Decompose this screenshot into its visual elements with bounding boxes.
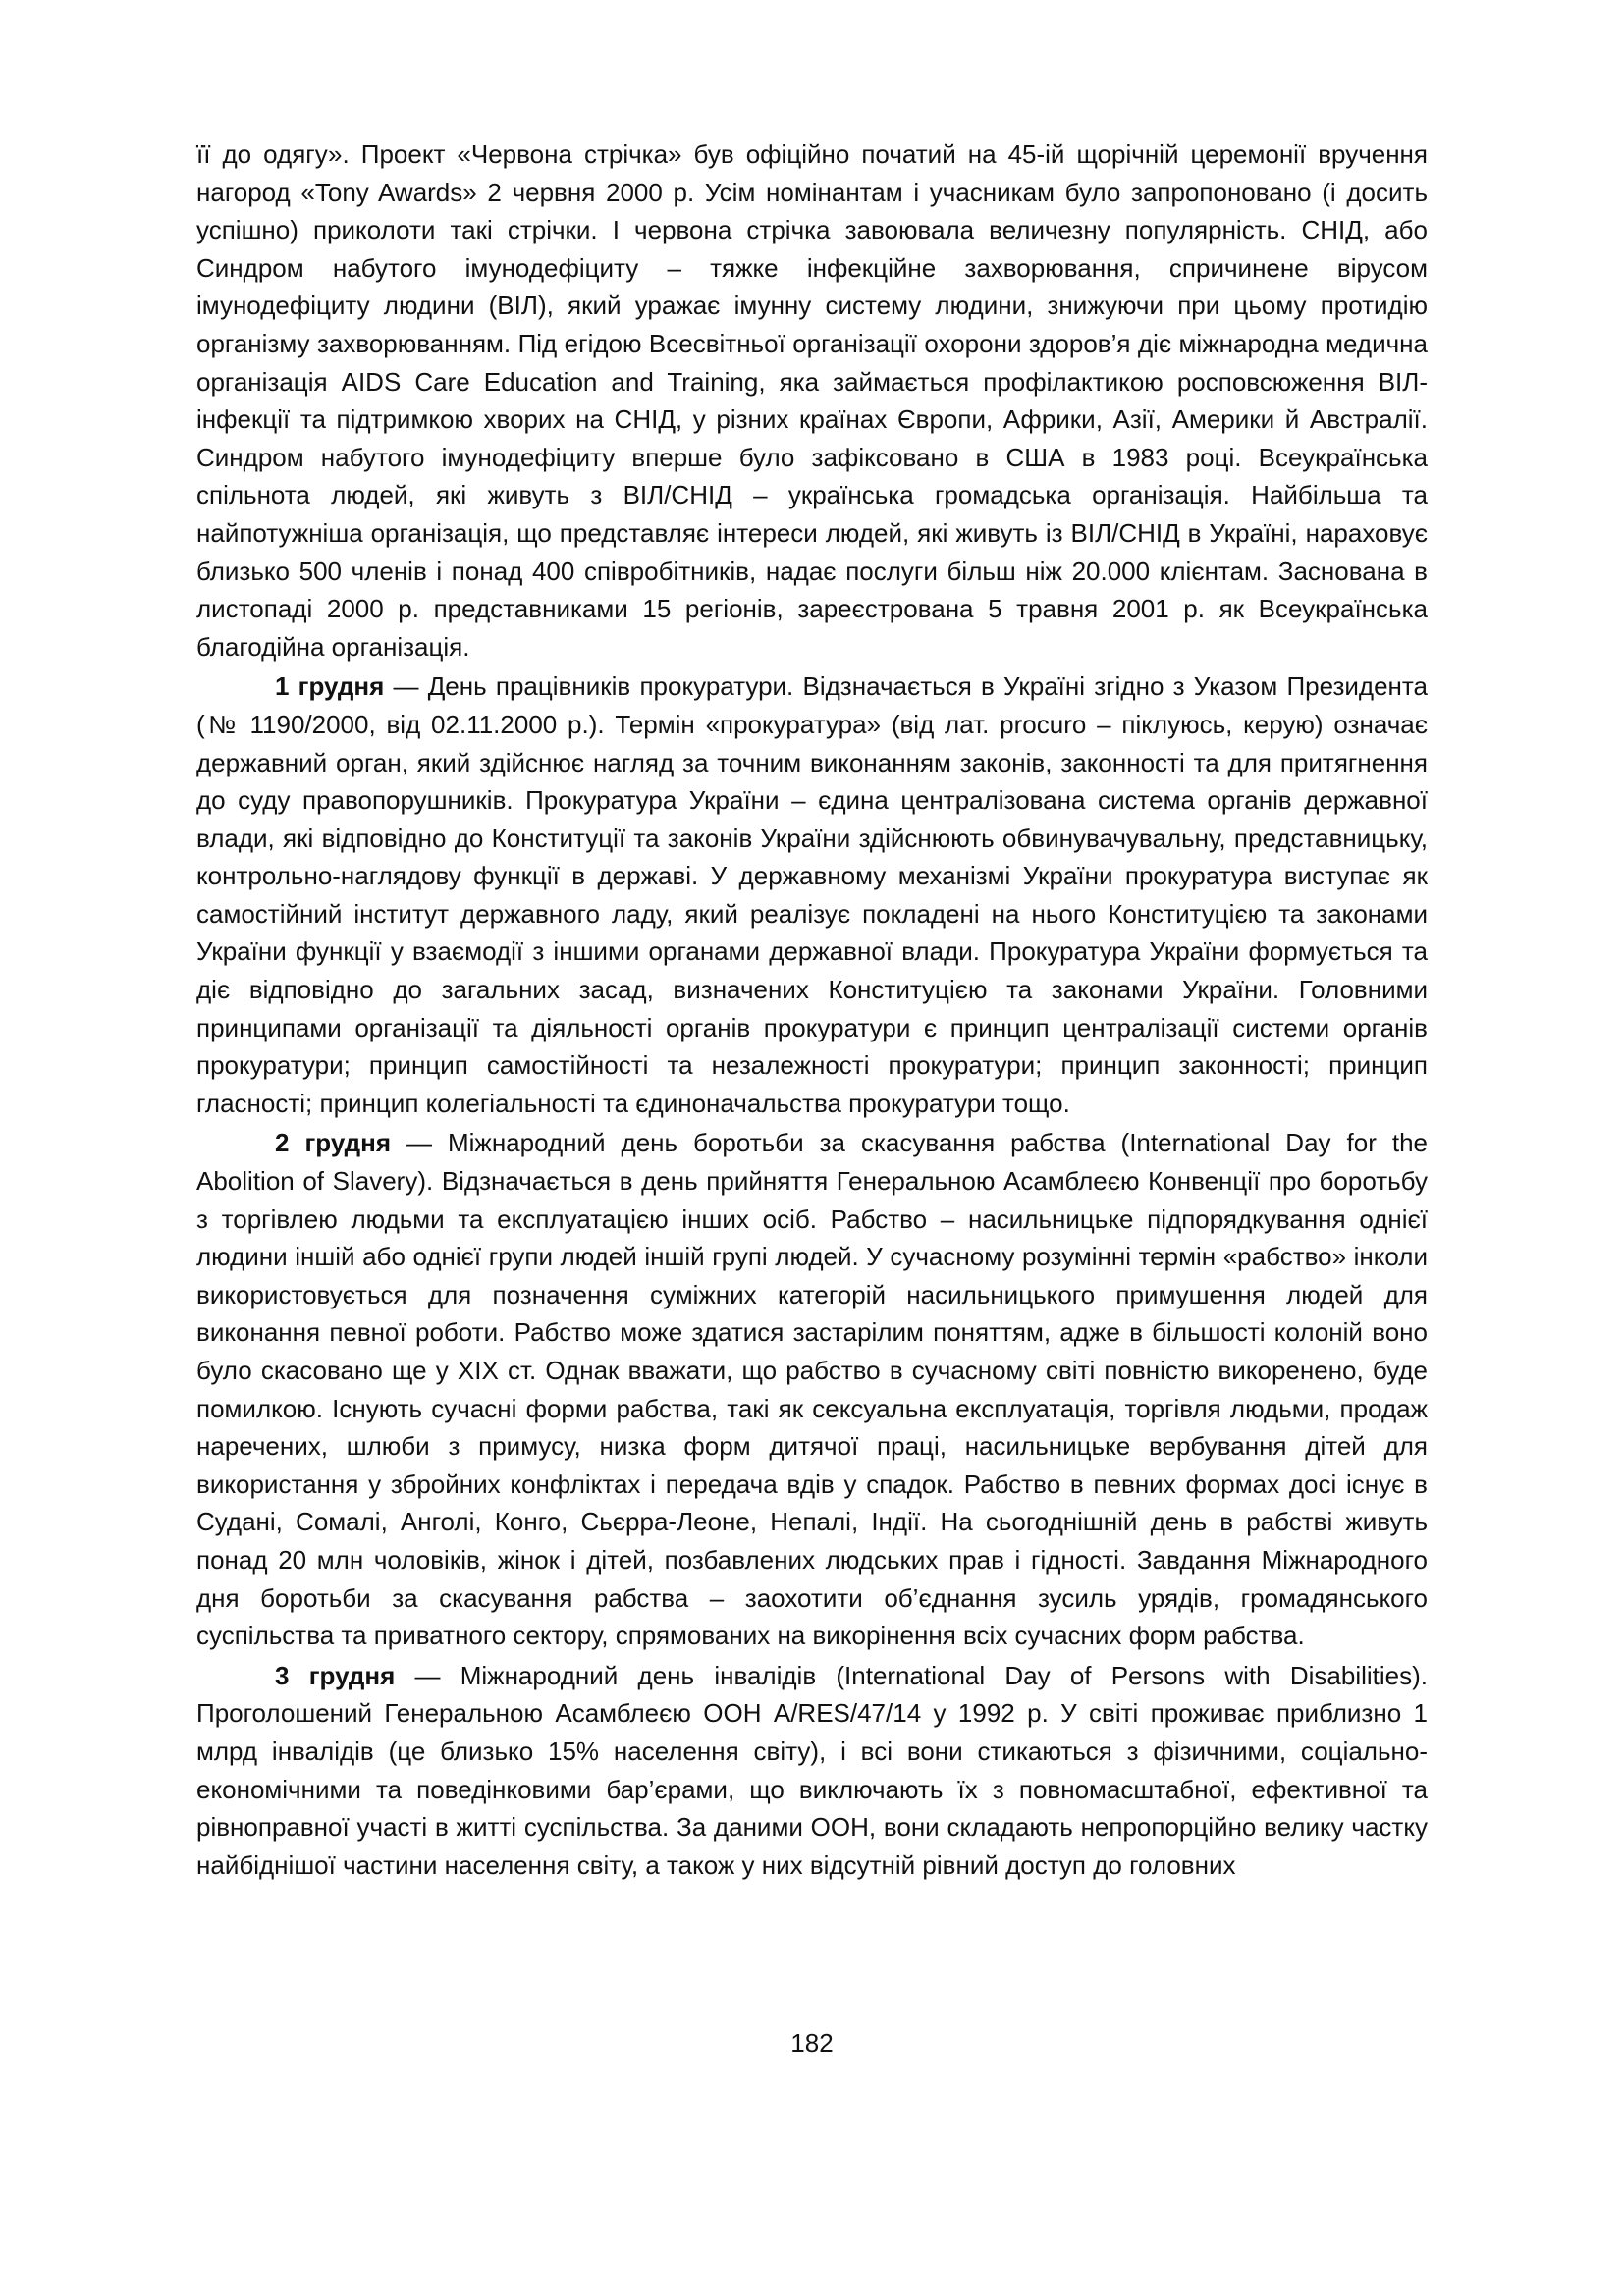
paragraph-text: — День працівників прокуратури. Відзначається в Україні згідно з Указом Президента (№ 1190/2000, від 02.11.2000 р.). Термін «прокуратура» (від лат. procuro – піклуюсь, керую) означає державний орган, який здійснює нагляд за точним виконанням законів, законності та для притягнення до суду правопорушників. Прокуратура України – єдина централізована система органів державної влади, які відповідно до Конституції та законів України здійснюють обвинувачувальну, представницьку, контрольно-наглядову функції в державі. У державному механізмі України прокуратура виступає як самостійний інститут державного ладу, який реалізує покладені на нього Конституцією та законами України функції у взаємодії з іншими органами державної влади. Прокуратура України формується та діє відповідно до загальних засад, визначених Конституцією та законами України. Головними принципами організації та діяльності органів прокуратури є принцип централізації системи органів прокуратури; принцип самостійності та незалежності прокуратури; принцип законності; принцип гласності; принцип колегіальності та єдиноначальства прокуратури тощо. [196, 671, 1428, 1118]
body-text [196, 135, 1428, 1886]
date-heading: 1 грудня [275, 671, 385, 702]
paragraph-december-1 [196, 667, 1428, 1122]
date-heading: 3 грудня [275, 1660, 396, 1690]
paragraph-text: її до одягу». Проект «Червона стрічка» був офіційно початий на 45-ій щорічній церемонії вручення нагород «Tony Awards» 2 червня 2000 р. Усім номінантам і учасникам було запропоновано (і досить успішно) приколоти такі стрічки. І червона стрічка завоювала величезну популярність. СНІД, або Синдром набутого імунодефіциту – тяжке інфекційне захворювання, спричинене вірусом імунодефіциту людини (ВІЛ), який уражає імунну систему людини, знижуючи при цьому протидію організму захворюванням. Під егідою Всесвітньої організації охорони здоров’я діє міжнародна медична організація AIDS Care Education and Training, яка займається профілактикою росповсюження ВІЛ-інфекції та підтримкою хворих на СНІД, у різних країнах Європи, Африки, Азії, Америки й Австралії. Синдром набутого імунодефіциту вперше було зафіксовано в США в 1983 році. Всеукраїнська спільнота людей, які живуть з ВІЛ/СНІД – українська громадська організація. Найбільша та найпотужніша організація, що представляє інтереси людей, які живуть із ВІЛ/СНІД в Україні, нараховує близько 500 членів і понад 400 співробітників, надає послуги більш ніж 20.000 клієнтам. Заснована в листопаді 2000 р. представниками 15 регіонів, зареєстрована 5 травня 2001 р. як Всеукраїнська благодійна організація. [196, 139, 1428, 662]
paragraph-text: — Міжнародний день інвалідів (International Day of Persons with Disabilities). Проголошений Генеральною Асамблеєю ООН A/RES/47/14 у 1992 р. У світі проживає приблизно 1 млрд інвалідів (це близько 15% населення світу), і всі вони стикаються з фізичними, соціально-економічними та поведінковими бар’єрами, що виключають їх з повномасштабної, ефективної та рівноправної участі в житті суспільства. За даними ООН, вони складають непропорційно велику частку найбіднішої частини населення світу, а також у них відсутній рівний доступ до головних [196, 1660, 1428, 1880]
date-heading: 2 грудня [275, 1128, 392, 1158]
paragraph-aids [196, 135, 1428, 666]
page-number: 182 [790, 2028, 834, 2057]
paragraph-december-3 [196, 1657, 1428, 1885]
paragraph-december-2 [196, 1124, 1428, 1654]
paragraph-text: — Міжнародний день боротьби за скасування рабства (International Day for the Abolition of Slavery). Відзначається в день прийняття Генеральною Асамблеєю Конвенції про боротьбу з торгівлею людьми та експлуатацією інших осіб. Рабство – насильницьке підпорядкування однієї людини іншій або однієї групи людей іншій групі людей. У сучасному розумінні термін «рабство» інколи використовується для позначення суміжних категорій насильницького примушення людей для виконання певної роботи. Рабство може здатися застарілим поняттям, адже в більшості колоній воно було скасовано ще у XIX ст. Однак вважати, що рабство в сучасному світі повністю викоренено, буде помилкою. Існують сучасні форми рабства, такі як сексуальна експлуатація, торгівля людьми, продаж наречених, шлюби з примусу, низка форм дитячої праці, насильницьке вербування дітей для використання у збройних конфліктах і передача вдів у спадок. Рабство в певних формах досі існує в Судані, Сомалі, Анголі, Конго, Сьєрра-Леоне, Непалі, Індії. На сьогоднішній день в рабстві живуть понад 20 млн чоловіків, жінок і дітей, позбавлених людських прав і гідності. Завдання Міжнародного дня боротьби за скасування рабства – заохотити об’єднання зусиль урядів, громадянського суспільства та приватного сектору, спрямованих на викорінення всіх сучасних форм рабства. [196, 1128, 1428, 1651]
